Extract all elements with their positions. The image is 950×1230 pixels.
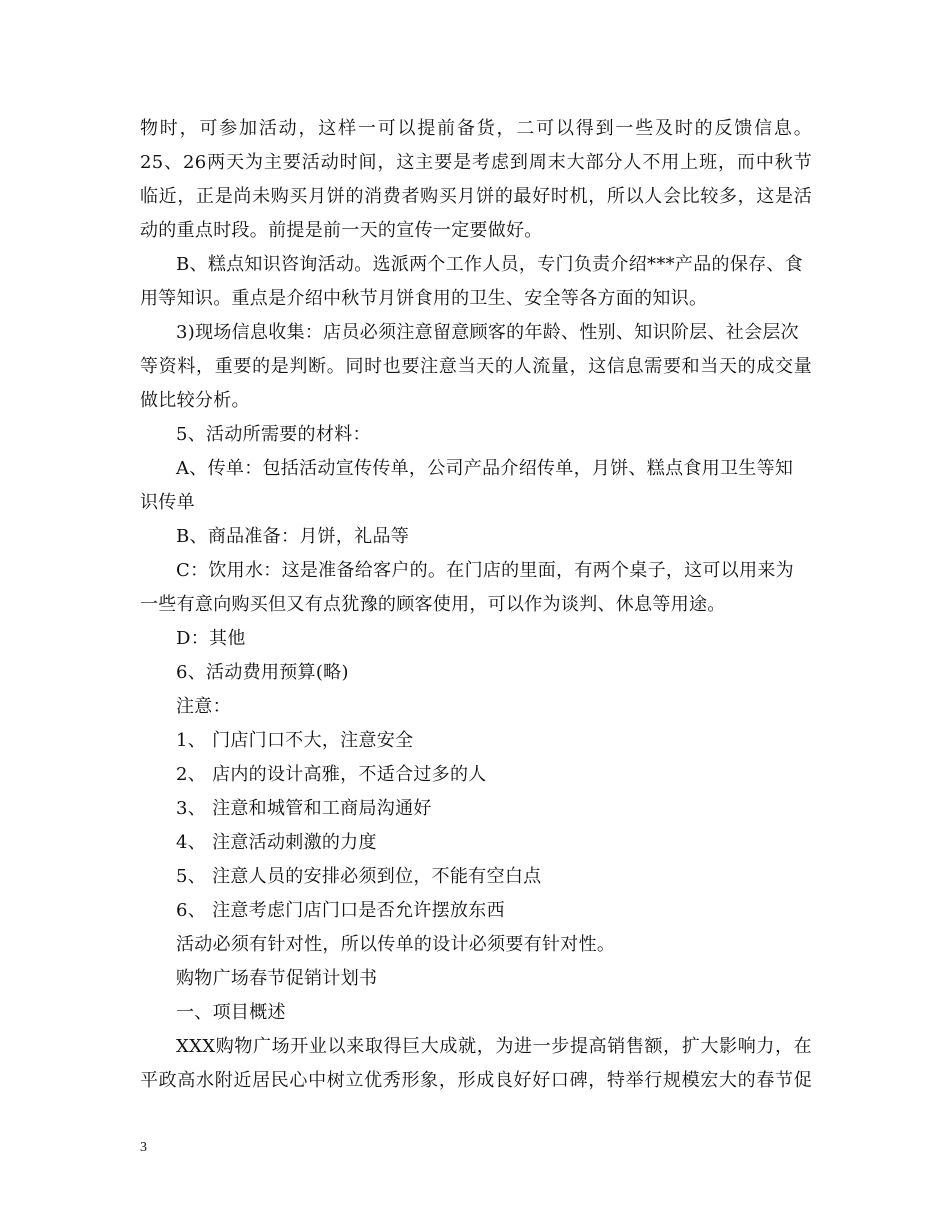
text-line: 做比较分析。 — [140, 390, 250, 411]
list-item: 3、 注意和城管和工商局沟通好 — [176, 798, 432, 819]
text-line: 6、活动费用预算(略) — [176, 662, 349, 683]
text-line: 临近，正是尚未购买月饼的消费者购买月饼的最好时机，所以人会比较多，这是活 — [140, 186, 812, 207]
text-line: B、糕点知识咨询活动。选派两个工作人员，专门负责介绍***产品的保存、食 — [176, 254, 804, 275]
text-line: 识传单 — [140, 492, 195, 513]
list-item: 4、 注意活动刺激的力度 — [176, 832, 377, 853]
list-item: 6、 注意考虑门店门口是否允许摆放东西 — [176, 900, 505, 921]
section-title: 购物广场春节促销计划书 — [176, 968, 378, 989]
text-line: 5、活动所需要的材料： — [176, 424, 371, 445]
text-line: C：饮用水：这是准备给客户的。在门店的里面，有两个桌子，这可以用来为 — [176, 560, 794, 581]
text-line: D：其他 — [176, 628, 246, 649]
text-line: 一些有意向购买但又有点犹豫的顾客使用，可以作为谈判、休息等用途。 — [140, 594, 726, 615]
text-line: 3)现场信息收集：店员必须注意留意顾客的年龄、性别、知识阶层、社会层次 — [176, 322, 799, 343]
text-line: B、商品准备：月饼，礼品等 — [176, 526, 410, 547]
list-item: 1、 门店门口不大，注意安全 — [176, 730, 414, 751]
page-number: 3 — [140, 1140, 147, 1155]
text-line: 物时，可参加活动，这样一可以提前备货，二可以得到一些及时的反馈信息。 — [140, 118, 812, 139]
list-item: 5、 注意人员的安排必须到位，不能有空白点 — [176, 866, 542, 887]
text-line: 平政高水附近居民心中树立优秀形象，形成良好好口碑，特举行规模宏大的春节促 — [140, 1070, 812, 1091]
text-line: 用等知识。重点是介绍中秋节月饼食用的卫生、安全等各方面的知识。 — [140, 288, 708, 309]
section-heading: 一、项目概述 — [176, 1002, 286, 1023]
text-line: A、传单：包括活动宣传传单，公司产品介绍传单，月饼、糕点食用卫生等知 — [176, 458, 794, 479]
text-line: 注意： — [176, 696, 231, 717]
text-line: 动的重点时段。前提是前一天的宣传一定要做好。 — [140, 220, 543, 241]
text-line: 活动必须有针对性，所以传单的设计必须要有针对性。 — [176, 934, 616, 955]
list-item: 2、 店内的设计高雅，不适合过多的人 — [176, 764, 487, 785]
text-line: XXX购物广场开业以来取得巨大成就，为进一步提高销售额，扩大影响力，在 — [176, 1036, 812, 1057]
text-line: 等资料，重要的是判断。同时也要注意当天的人流量，这信息需要和当天的成交量 — [140, 356, 812, 377]
text-line: 25、26两天为主要活动时间，这主要是考虑到周末大部分人不用上班，而中秋节 — [140, 152, 812, 173]
